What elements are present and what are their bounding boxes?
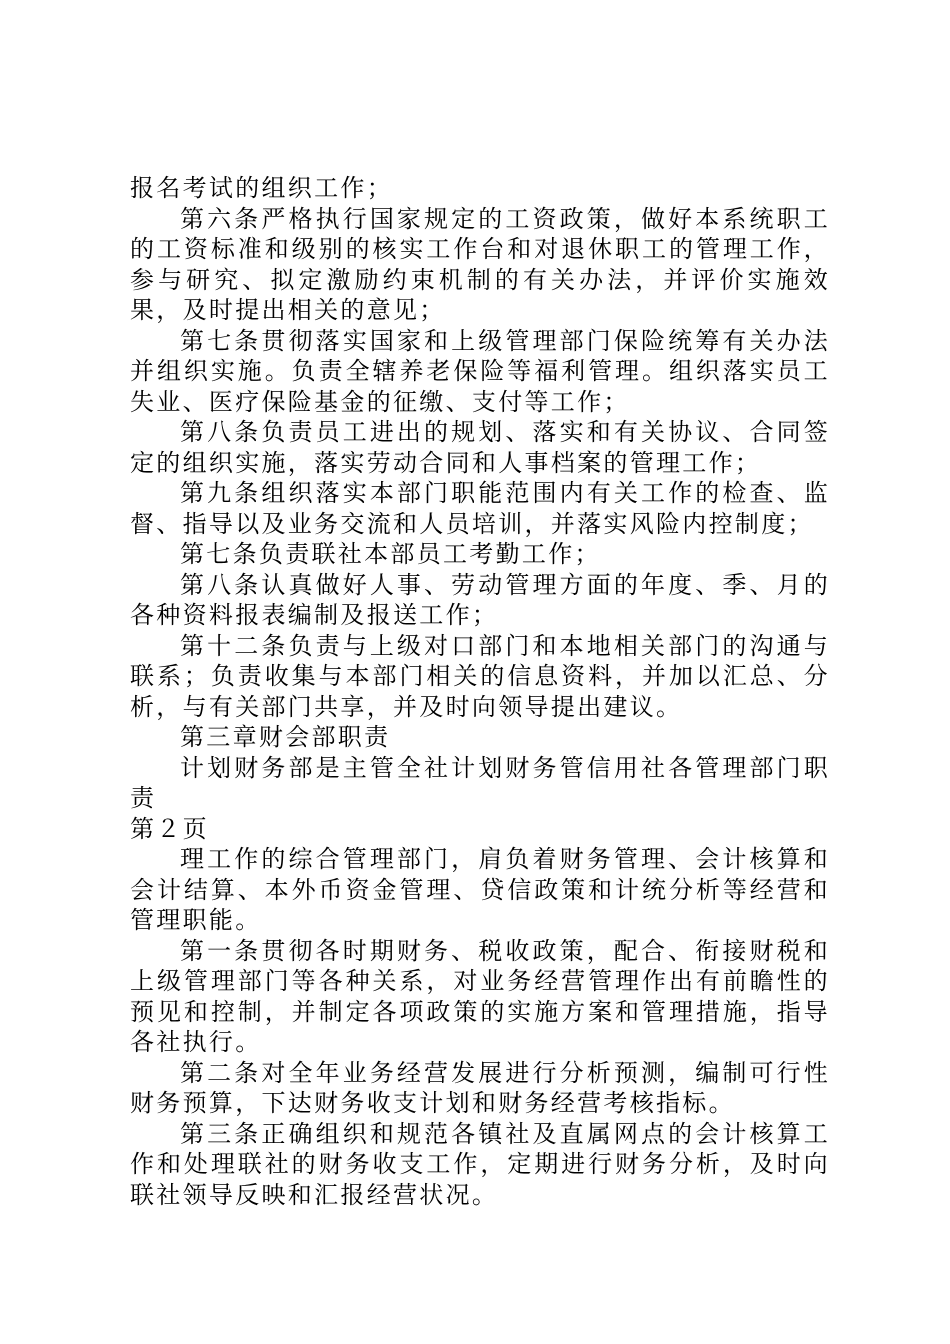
- paragraph-finance-article-2: 第二条对全年业务经营发展进行分析预测，编制可行性财务预算，下达财务收支计划和财务经营考核指标。: [130, 1058, 830, 1117]
- paragraph-article-8: 第八条负责员工进出的规划、落实和有关协议、合同签定的组织实施，落实劳动合同和人事档案的管理工作；: [130, 418, 830, 477]
- paragraph-article-8-reports: 第八条认真做好人事、劳动管理方面的年度、季、月的各种资料报表编制及报送工作；: [130, 570, 830, 629]
- paragraph-finance-dept-intro: 计划财务部是主管全社计划财务管信用社各管理部门职责: [130, 753, 830, 812]
- paragraph-article-12: 第十二条负责与上级对口部门和本地相关部门的沟通与联系；负责收集与本部门相关的信息资料，并加以汇总、分析，与有关部门共享，并及时向领导提出建议。: [130, 631, 830, 721]
- paragraph-article-9: 第九条组织落实本部门职能范围内有关工作的检查、监督、指导以及业务交流和人员培训，并落实风险内控制度；: [130, 479, 830, 538]
- paragraph-finance-article-3: 第三条正确组织和规范各镇社及直属网点的会计核算工作和处理联社的财务收支工作，定期进行财务分析，及时向联社领导反映和汇报经营状况。: [130, 1119, 830, 1209]
- chapter-3-heading: 第三章财会部职责: [180, 723, 391, 751]
- paragraph-finance-dept-functions: 理工作的综合管理部门，肩负着财务管理、会计核算和会计结算、本外币资金管理、贷信政策和计统分析等经营和管理职能。: [130, 845, 830, 934]
- paragraph-article-7-attendance: 第七条负责联社本部员工考勤工作；: [180, 540, 601, 568]
- paragraph-exam-organization: 报名考试的组织工作；: [130, 174, 393, 202]
- document-body: [130, 173, 830, 1210]
- paragraph-finance-article-1: 第一条贯彻各时期财务、税收政策，配合、衔接财税和上级管理部门等各种关系，对业务经营管理作出有前瞻性的预见和控制，并制定各项政策的实施方案和管理措施，指导各社执行。: [130, 936, 830, 1056]
- paragraph-article-6: 第六条严格执行国家规定的工资政策，做好本系统职工的工资标准和级别的核实工作台和对退休职工的管理工作，参与研究、拟定激励约束机制的有关办法，并评价实施效果，及时提出相关的意见；: [130, 204, 830, 324]
- page-number: 第２页: [130, 814, 209, 843]
- paragraph-article-7: 第七条贯彻落实国家和上级管理部门保险统筹有关办法并组织实施。负责全辖养老保险等福利管理。组织落实员工失业、医疗保险基金的征缴、支付等工作；: [130, 326, 830, 416]
